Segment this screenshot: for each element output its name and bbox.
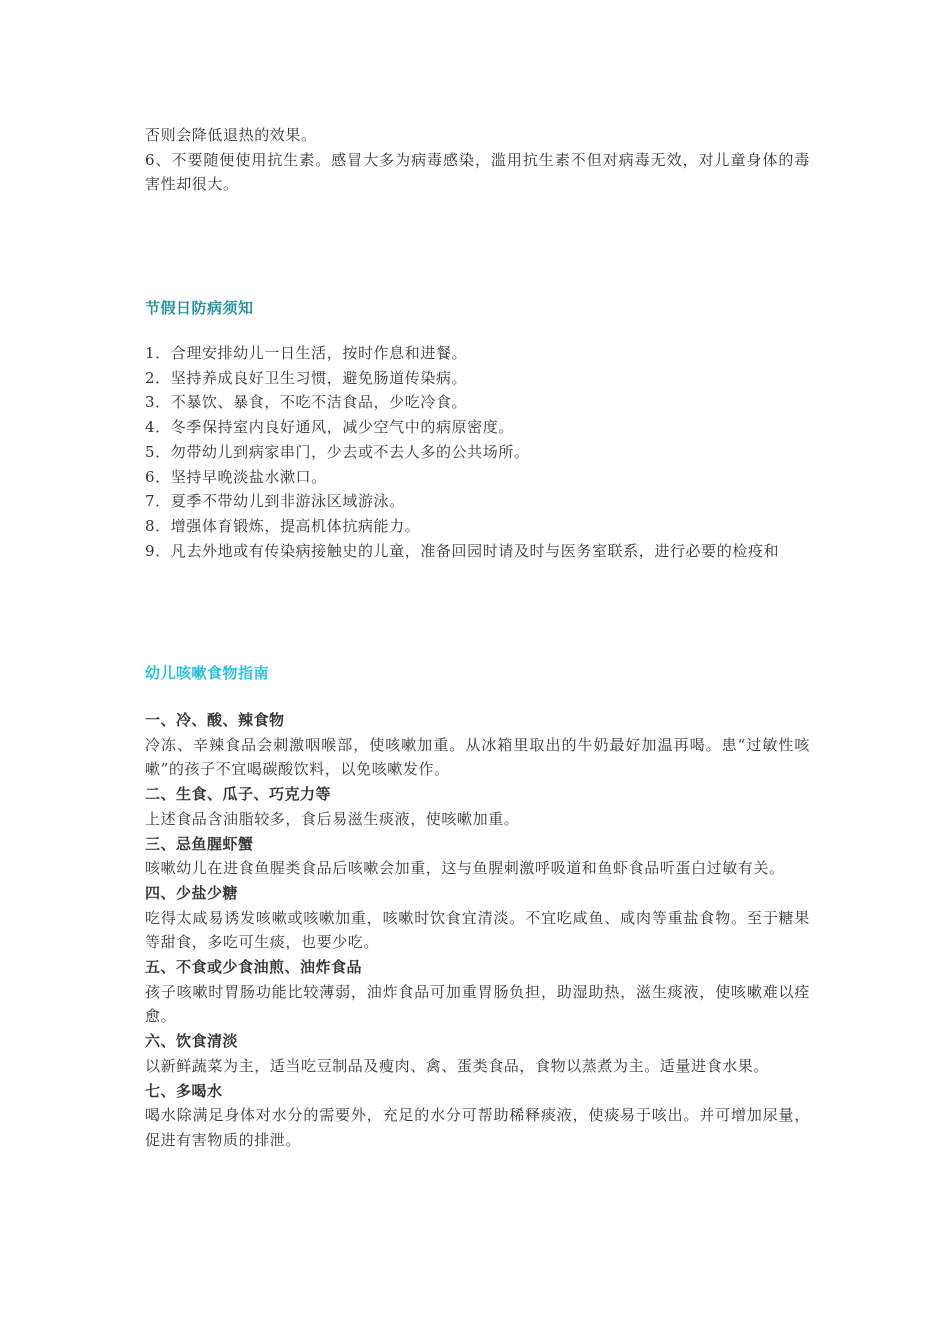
section-text: 以新鲜蔬菜为主，适当吃豆制品及瘦肉、禽、蛋类食品，食物以蒸煮为主。适量进食水果。 (145, 1056, 770, 1075)
intro-line-0: 否则会降低退热的效果。 (145, 126, 317, 144)
section-heading: 七、多喝水 (145, 1081, 223, 1100)
list-item: 1．合理安排幼儿一日生活，按时作息和进餐。 (145, 344, 468, 362)
list-item: 7．夏季不带幼儿到非游泳区域游泳。 (145, 492, 405, 511)
section-text: 孩子咳嗽时胃肠功能比较薄弱，油炸食品可加重胃肠负担，助湿助热，滋生痰液，使咳嗽难以痊愈。 (145, 982, 810, 1026)
holiday-title: 节假日防病须知 (145, 299, 254, 317)
intro-block (145, 123, 810, 197)
list-item: 9．凡去外地或有传染病接触史的儿童，准备回园时请及时与医务室联系，进行必要的检疫和 (145, 541, 780, 560)
list-item: 5．勿带幼儿到病家串门，少去或不去人多的公共场所。 (145, 442, 530, 461)
section-heading: 五、不食或少食油煎、油炸食品 (145, 958, 363, 977)
list-item: 3．不暴饮、暴食，不吃不洁食品，少吃冷食。 (145, 393, 468, 412)
section-text: 咳嗽幼儿在进食鱼腥类食品后咳嗽会加重，这与鱼腥刺激呼吸道和鱼虾食品听蛋白过敏有关。 (145, 859, 785, 878)
section-text: 吃得太咸易诱发咳嗽或咳嗽加重，咳嗽时饮食宜清淡。不宜吃咸鱼、咸肉等重盐食物。至于糖果等甜食，多吃可生痰，也要少吃。 (145, 908, 810, 952)
list-item: 4．冬季保持室内良好通风，减少空气中的病原密度。 (145, 418, 514, 437)
cough-title: 幼儿咳嗽食物指南 (145, 664, 270, 682)
section-heading: 六、饮食清淡 (145, 1032, 239, 1051)
intro-line-1: 6、不要随便使用抗生素。感冒大多为病毒感染，滥用抗生素不但对病毒无效，对儿童身体的毒害性却很大。 (145, 150, 810, 193)
section-heading: 一、冷、酸、辣食物 (145, 711, 285, 729)
cough-guide (145, 708, 810, 1153)
list-item: 8．增强体育锻炼，提高机体抗病能力。 (145, 516, 421, 535)
section-heading: 三、忌鱼腥虾蟹 (145, 834, 254, 853)
section-text: 上述食品含油脂较多，食后易滋生痰液，使咳嗽加重。 (145, 809, 520, 828)
section-heading: 四、少盐少糖 (145, 883, 239, 902)
holiday-list (145, 341, 810, 563)
section-text: 喝水除满足身体对水分的需要外，充足的水分可帮助稀释痰液，使痰易于咳出。并可增加尿量，促进有害物质的排泄。 (145, 1106, 810, 1149)
section-heading: 二、生食、瓜子、巧克力等 (145, 785, 332, 804)
section-text: 冷冻、辛辣食品会刺激咽喉部，使咳嗽加重。从冰箱里取出的牛奶最好加温再喝。患“过敏性咳嗽”的孩子不宜喝碳酸饮料，以免咳嗽发作。 (145, 735, 810, 779)
list-item: 6．坚持早晚淡盐水漱口。 (145, 467, 327, 486)
list-item: 2．坚持养成良好卫生习惯，避免肠道传染病。 (145, 368, 468, 387)
